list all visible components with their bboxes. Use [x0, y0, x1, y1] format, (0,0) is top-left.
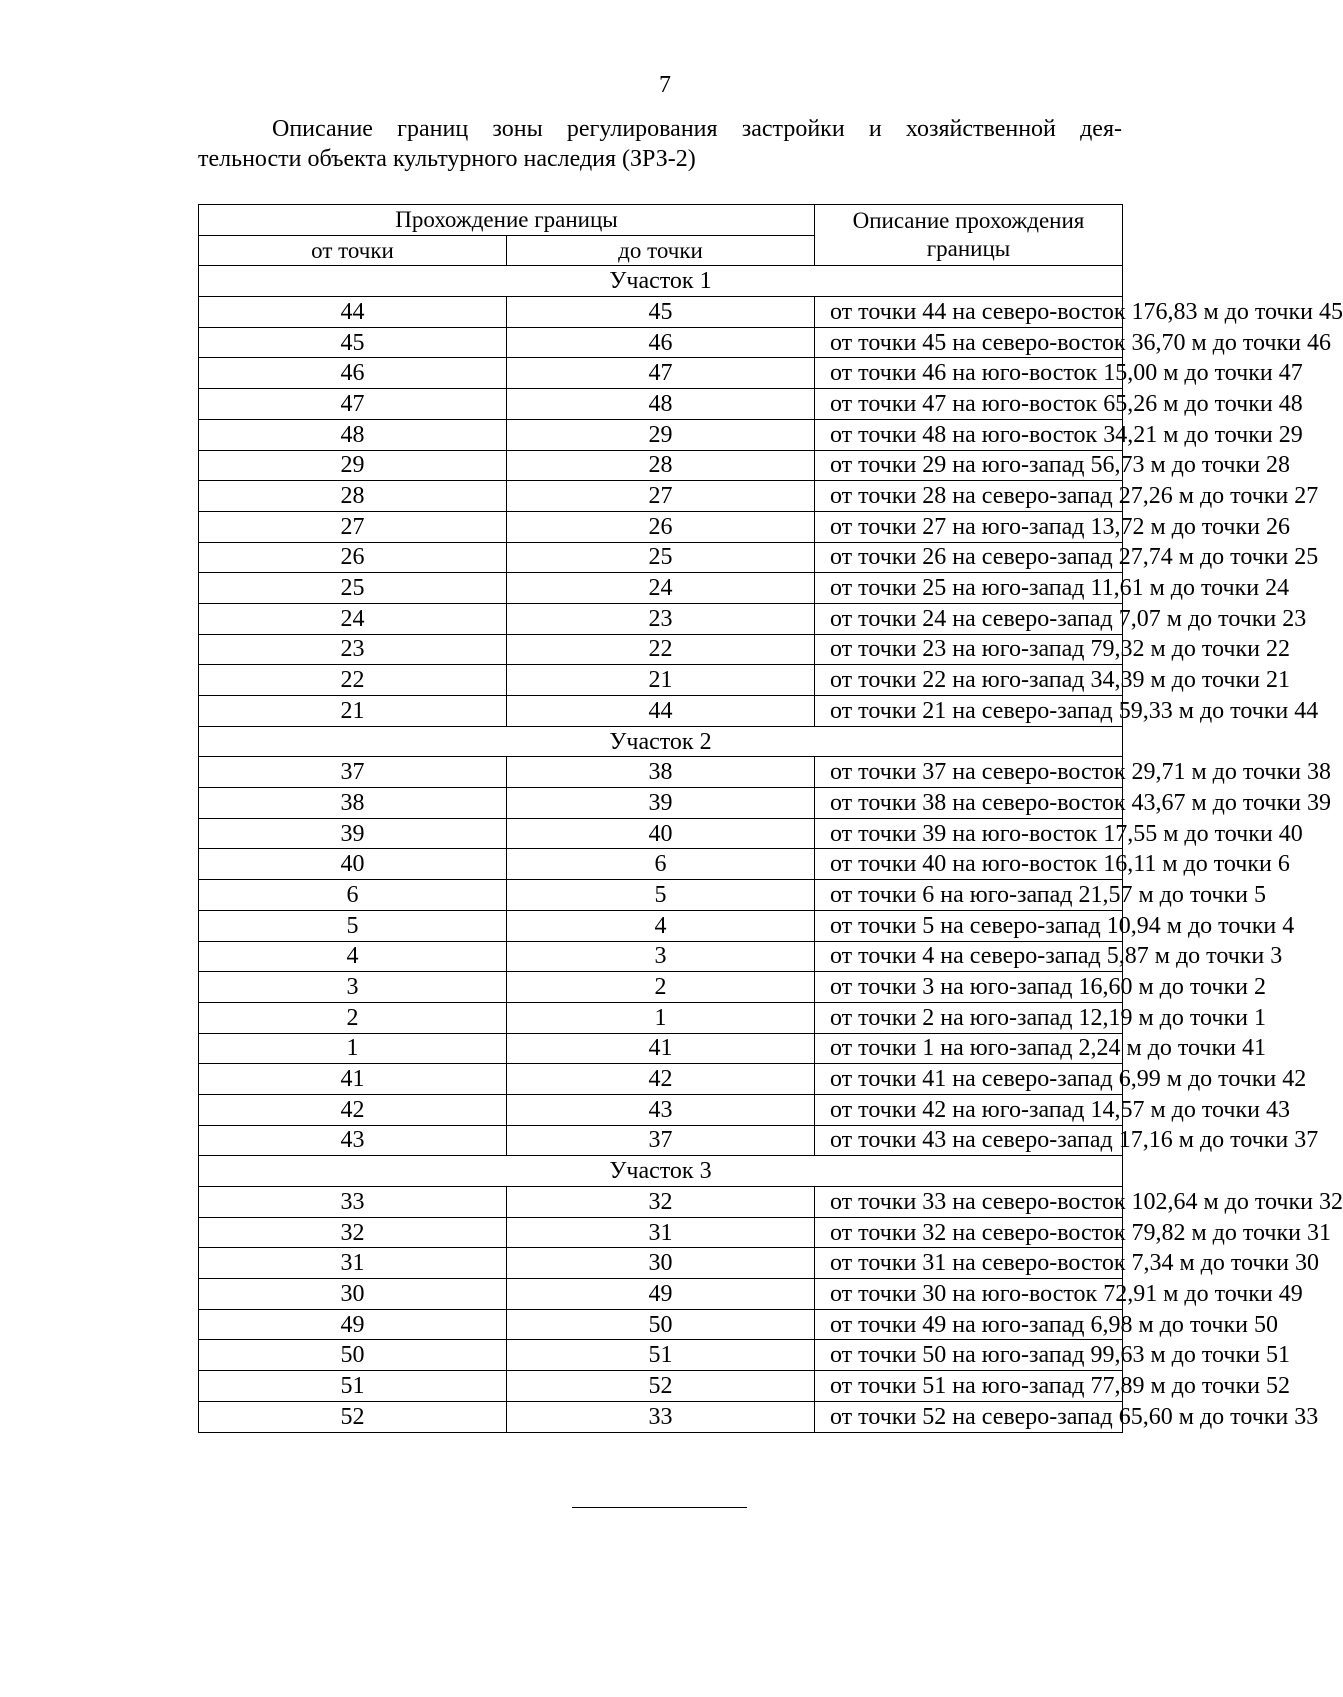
description-cell: от точки 4 на северо-запад 5,87 м до точки 3 [815, 941, 1123, 972]
from-point-cell: 21 [199, 696, 507, 727]
from-point-cell: 3 [199, 972, 507, 1003]
header-description: Описание прохождения границы [815, 205, 1123, 266]
to-point-cell: 46 [507, 327, 815, 358]
table-row [199, 818, 1123, 849]
to-point-cell: 27 [507, 481, 815, 512]
to-point-cell: 41 [507, 1033, 815, 1064]
table-row [199, 297, 1123, 328]
from-point-cell: 2 [199, 1002, 507, 1033]
description-cell: от точки 23 на юго-запад 79,32 м до точки 22 [815, 634, 1123, 665]
to-point-cell: 42 [507, 1064, 815, 1095]
from-point-cell: 51 [199, 1371, 507, 1402]
description-cell: от точки 30 на юго-восток 72,91 м до точки 49 [815, 1279, 1123, 1310]
to-point-cell: 25 [507, 542, 815, 573]
to-point-cell: 24 [507, 573, 815, 604]
to-point-cell: 38 [507, 757, 815, 788]
from-point-cell: 4 [199, 941, 507, 972]
description-cell: от точки 42 на юго-запад 14,57 м до точки 43 [815, 1094, 1123, 1125]
to-point-cell: 39 [507, 788, 815, 819]
to-point-cell: 23 [507, 603, 815, 634]
to-point-cell: 5 [507, 880, 815, 911]
from-point-cell: 28 [199, 481, 507, 512]
table-row [199, 1187, 1123, 1218]
from-point-cell: 49 [199, 1309, 507, 1340]
from-point-cell: 52 [199, 1401, 507, 1432]
description-cell: от точки 22 на юго-запад 34,39 м до точки 21 [815, 665, 1123, 696]
description-cell: от точки 32 на северо-восток 79,82 м до точки 31 [815, 1217, 1123, 1248]
from-point-cell: 48 [199, 419, 507, 450]
table-row [199, 1248, 1123, 1279]
description-cell: от точки 51 на юго-запад 77,89 м до точки 52 [815, 1371, 1123, 1402]
description-cell: от точки 24 на северо-запад 7,07 м до точки 23 [815, 603, 1123, 634]
to-point-cell: 48 [507, 389, 815, 420]
to-point-cell: 33 [507, 1401, 815, 1432]
description-cell: от точки 39 на юго-восток 17,55 м до точки 40 [815, 818, 1123, 849]
to-point-cell: 1 [507, 1002, 815, 1033]
to-point-cell: 26 [507, 511, 815, 542]
section-title: Участок 3 [199, 1156, 1123, 1187]
from-point-cell: 46 [199, 358, 507, 389]
table-row [199, 788, 1123, 819]
description-cell: от точки 44 на северо-восток 176,83 м до точки 45 [815, 297, 1123, 328]
header-to-point: до точки [507, 235, 815, 266]
to-point-cell: 30 [507, 1248, 815, 1279]
from-point-cell: 41 [199, 1064, 507, 1095]
table-row [199, 1064, 1123, 1095]
table-row [199, 1033, 1123, 1064]
table-row [199, 389, 1123, 420]
from-point-cell: 50 [199, 1340, 507, 1371]
from-point-cell: 5 [199, 910, 507, 941]
to-point-cell: 47 [507, 358, 815, 389]
to-point-cell: 45 [507, 297, 815, 328]
table-row [199, 910, 1123, 941]
table-row [199, 880, 1123, 911]
description-cell: от точки 31 на северо-восток 7,34 м до точки 30 [815, 1248, 1123, 1279]
table-row [199, 1279, 1123, 1310]
from-point-cell: 24 [199, 603, 507, 634]
from-point-cell: 22 [199, 665, 507, 696]
table-row [199, 450, 1123, 481]
from-point-cell: 43 [199, 1125, 507, 1156]
description-cell: от точки 1 на юго-запад 2,24 м до точки 41 [815, 1033, 1123, 1064]
table-row [199, 1002, 1123, 1033]
to-point-cell: 32 [507, 1187, 815, 1218]
boundary-table [198, 204, 1343, 1433]
table-row [199, 603, 1123, 634]
from-point-cell: 45 [199, 327, 507, 358]
from-point-cell: 33 [199, 1187, 507, 1218]
to-point-cell: 44 [507, 696, 815, 727]
description-cell: от точки 27 на юго-запад 13,72 м до точки 26 [815, 511, 1123, 542]
description-cell: от точки 38 на северо-восток 43,67 м до точки 39 [815, 788, 1123, 819]
header-row-1 [199, 205, 1123, 236]
to-point-cell: 31 [507, 1217, 815, 1248]
from-point-cell: 27 [199, 511, 507, 542]
from-point-cell: 44 [199, 297, 507, 328]
description-cell: от точки 25 на юго-запад 11,61 м до точки 24 [815, 573, 1123, 604]
to-point-cell: 50 [507, 1309, 815, 1340]
description-cell: от точки 46 на юго-восток 15,00 м до точки 47 [815, 358, 1123, 389]
to-point-cell: 51 [507, 1340, 815, 1371]
from-point-cell: 37 [199, 757, 507, 788]
table-row [199, 511, 1123, 542]
boundary-table-header [199, 205, 1123, 266]
header-from-point: от точки [199, 235, 507, 266]
from-point-cell: 40 [199, 849, 507, 880]
to-point-cell: 52 [507, 1371, 815, 1402]
from-point-cell: 30 [199, 1279, 507, 1310]
table-row [199, 542, 1123, 573]
table-row [199, 327, 1123, 358]
from-point-cell: 1 [199, 1033, 507, 1064]
from-point-cell: 38 [199, 788, 507, 819]
to-point-cell: 2 [507, 972, 815, 1003]
to-point-cell: 21 [507, 665, 815, 696]
section-row [199, 726, 1123, 757]
table-row [199, 573, 1123, 604]
section-row [199, 266, 1123, 297]
boundary-table-body [199, 266, 1343, 1432]
table-row [199, 757, 1123, 788]
table-row [199, 358, 1123, 389]
description-cell: от точки 5 на северо-запад 10,94 м до точки 4 [815, 910, 1123, 941]
document-title [198, 114, 1122, 174]
table-row [199, 1371, 1123, 1402]
to-point-cell: 4 [507, 910, 815, 941]
description-cell: от точки 47 на юго-восток 65,26 м до точки 48 [815, 389, 1123, 420]
description-cell: от точки 45 на северо-восток 36,70 м до точки 46 [815, 327, 1123, 358]
table-row [199, 1125, 1123, 1156]
from-point-cell: 26 [199, 542, 507, 573]
from-point-cell: 25 [199, 573, 507, 604]
to-point-cell: 40 [507, 818, 815, 849]
to-point-cell: 37 [507, 1125, 815, 1156]
from-point-cell: 23 [199, 634, 507, 665]
to-point-cell: 28 [507, 450, 815, 481]
section-title: Участок 1 [199, 266, 1123, 297]
document-title-line-1: Описание границ зоны регулирования застройки и хозяйственной дея- [272, 116, 1122, 142]
table-row [199, 1340, 1123, 1371]
from-point-cell: 39 [199, 818, 507, 849]
table-row [199, 849, 1123, 880]
to-point-cell: 22 [507, 634, 815, 665]
from-point-cell: 42 [199, 1094, 507, 1125]
table-row [199, 1217, 1123, 1248]
description-cell: от точки 52 на северо-запад 65,60 м до точки 33 [815, 1401, 1123, 1432]
from-point-cell: 47 [199, 389, 507, 420]
from-point-cell: 32 [199, 1217, 507, 1248]
description-cell: от точки 26 на северо-запад 27,74 м до точки 25 [815, 542, 1123, 573]
to-point-cell: 29 [507, 419, 815, 450]
description-cell: от точки 6 на юго-запад 21,57 м до точки 5 [815, 880, 1123, 911]
to-point-cell: 43 [507, 1094, 815, 1125]
to-point-cell: 3 [507, 941, 815, 972]
table-row [199, 634, 1123, 665]
table-row [199, 1401, 1123, 1432]
section-row [199, 1156, 1123, 1187]
description-cell: от точки 29 на юго-запад 56,73 м до точки 28 [815, 450, 1123, 481]
description-cell: от точки 37 на северо-восток 29,71 м до точки 38 [815, 757, 1123, 788]
document-title-line-2: тельности объекта культурного наследия (ЗРЗ-2) [198, 146, 696, 172]
table-row [199, 972, 1123, 1003]
description-cell: от точки 28 на северо-запад 27,26 м до точки 27 [815, 481, 1123, 512]
section-title: Участок 2 [199, 726, 1123, 757]
to-point-cell: 6 [507, 849, 815, 880]
description-cell: от точки 48 на юго-восток 34,21 м до точки 29 [815, 419, 1123, 450]
table-row [199, 941, 1123, 972]
page-number: 7 [659, 72, 671, 98]
description-cell: от точки 33 на северо-восток 102,64 м до точки 32 [815, 1187, 1123, 1218]
table-row [199, 665, 1123, 696]
table-row [199, 1309, 1123, 1340]
from-point-cell: 6 [199, 880, 507, 911]
table-row [199, 1094, 1123, 1125]
description-cell: от точки 50 на юго-запад 99,63 м до точки 51 [815, 1340, 1123, 1371]
table-row [199, 481, 1123, 512]
table-row [199, 696, 1123, 727]
description-cell: от точки 21 на северо-запад 59,33 м до точки 44 [815, 696, 1123, 727]
description-cell: от точки 49 на юго-запад 6,98 м до точки 50 [815, 1309, 1123, 1340]
to-point-cell: 49 [507, 1279, 815, 1310]
from-point-cell: 31 [199, 1248, 507, 1279]
description-cell: от точки 41 на северо-запад 6,99 м до точки 42 [815, 1064, 1123, 1095]
description-cell: от точки 43 на северо-запад 17,16 м до точки 37 [815, 1125, 1123, 1156]
description-cell: от точки 3 на юго-запад 16,60 м до точки 2 [815, 972, 1123, 1003]
footer-divider [572, 1507, 747, 1508]
header-boundary-passage: Прохождение границы [199, 205, 815, 236]
table-row [199, 419, 1123, 450]
description-cell: от точки 2 на юго-запад 12,19 м до точки 1 [815, 1002, 1123, 1033]
from-point-cell: 29 [199, 450, 507, 481]
description-cell: от точки 40 на юго-восток 16,11 м до точки 6 [815, 849, 1123, 880]
